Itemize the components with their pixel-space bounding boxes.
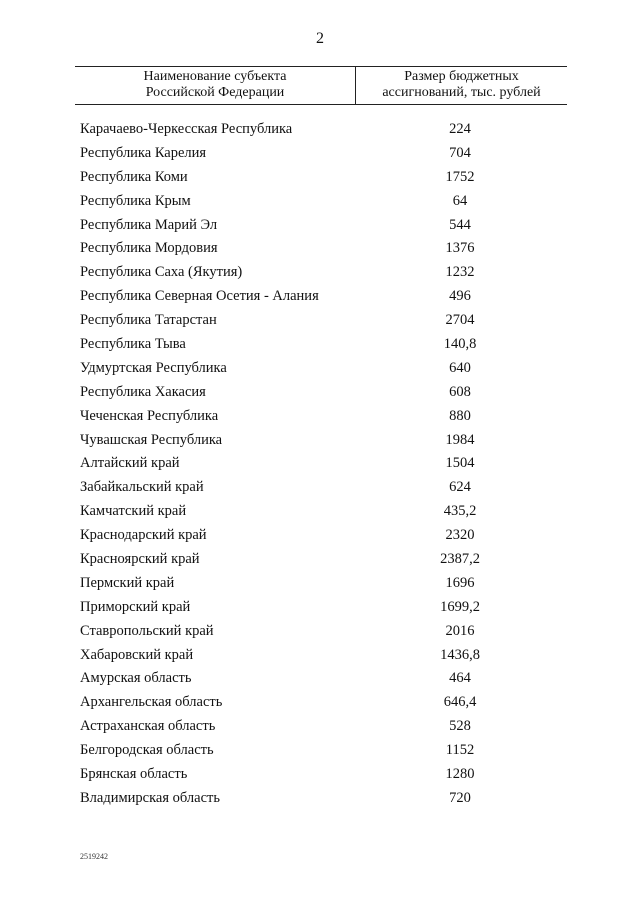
budget-value: 720 <box>449 789 471 806</box>
budget-value: 2320 <box>445 527 475 544</box>
table-row <box>0 119 640 143</box>
subject-name: Республика Тыва <box>80 336 186 353</box>
subject-name: Республика Саха (Якутия) <box>80 264 243 281</box>
header-subject-line2: Российской Федерации <box>145 85 285 100</box>
budget-value: 224 <box>449 121 471 137</box>
subject-name: Пермский край <box>80 574 175 591</box>
table-row <box>0 501 640 525</box>
budget-value: 1504 <box>445 455 475 472</box>
table-header-rule <box>75 104 567 105</box>
table-row <box>0 716 640 740</box>
budget-value: 1752 <box>445 168 475 185</box>
table-row <box>0 358 640 382</box>
subject-name: Республика Северная Осетия - Алания <box>80 288 319 305</box>
budget-value: 640 <box>449 359 471 376</box>
budget-value: 544 <box>449 216 471 233</box>
budget-value: 2704 <box>445 312 475 329</box>
subject-name: Республика Марий Эл <box>80 216 218 233</box>
subject-name: Республика Татарстан <box>80 312 217 329</box>
subject-name: Удмуртская Республика <box>80 359 227 376</box>
table-row <box>0 262 640 286</box>
table-row <box>0 764 640 788</box>
subject-name: Амурская область <box>80 670 192 687</box>
table-row <box>0 621 640 645</box>
table-row <box>0 740 640 764</box>
subject-name: Чувашская Республика <box>80 431 223 448</box>
subject-name: Брянская область <box>80 766 188 783</box>
table-row <box>0 238 640 262</box>
table-row <box>0 692 640 716</box>
subject-name: Краснодарский край <box>80 527 207 544</box>
budget-value: 1232 <box>445 264 475 281</box>
budget-value: 1696 <box>445 574 475 591</box>
budget-value: 2387,2 <box>440 551 480 568</box>
subject-name: Красноярский край <box>80 551 200 568</box>
budget-value: 1280 <box>445 766 475 783</box>
table-row <box>0 549 640 573</box>
subject-name: Архангельская область <box>80 694 223 711</box>
table-row <box>0 215 640 239</box>
table-row <box>0 406 640 430</box>
subject-name: Камчатский край <box>80 503 187 520</box>
budget-value: 496 <box>449 288 471 305</box>
table-row <box>0 286 640 310</box>
table-row <box>0 668 640 692</box>
budget-value: 140,8 <box>443 336 477 353</box>
table-row <box>0 788 640 812</box>
budget-value: 880 <box>449 407 471 424</box>
subject-name: Республика Хакасия <box>80 383 206 400</box>
budget-value: 1984 <box>445 431 475 448</box>
table-row <box>0 191 640 215</box>
table-row <box>0 310 640 334</box>
header-budget-amount <box>356 69 567 101</box>
budget-value: 64 <box>452 192 468 209</box>
table-row <box>0 573 640 597</box>
document-code: 2519242 <box>80 852 108 861</box>
subject-name: Белгородская область <box>80 742 214 759</box>
budget-value: 464 <box>449 670 471 687</box>
subject-name: Чеченская Республика <box>80 407 219 424</box>
header-subject-line1: Наименование субъекта <box>143 69 287 84</box>
page-number: 2 <box>316 30 324 47</box>
subject-name: Республика Карелия <box>80 144 207 161</box>
table-row <box>0 453 640 477</box>
subject-name: Республика Коми <box>80 168 188 185</box>
subject-name: Приморский край <box>80 598 191 615</box>
budget-value: 528 <box>449 718 471 735</box>
budget-value: 2016 <box>445 622 475 639</box>
subject-name: Алтайский край <box>80 455 180 472</box>
subject-name: Забайкальский край <box>80 479 204 496</box>
budget-value: 624 <box>449 479 471 496</box>
table-row <box>0 477 640 501</box>
header-subject-name <box>75 69 355 101</box>
table-row <box>0 143 640 167</box>
budget-value: 1152 <box>445 742 475 759</box>
subject-name: Республика Мордовия <box>80 240 218 257</box>
table-top-rule <box>75 66 567 67</box>
table-row <box>0 597 640 621</box>
budget-value: 1376 <box>445 240 475 257</box>
budget-value: 646,4 <box>443 694 477 711</box>
table-row <box>0 430 640 454</box>
subject-name: Хабаровский край <box>80 646 194 663</box>
header-budget-line1: Размер бюджетных <box>404 69 519 84</box>
header-budget-line2: ассигнований, тыс. рублей <box>382 85 541 100</box>
table-row <box>0 525 640 549</box>
budget-value: 704 <box>449 144 471 161</box>
subject-name: Карачаево-Черкесская Республика <box>80 121 293 137</box>
table-row <box>0 382 640 406</box>
table-row <box>0 334 640 358</box>
subject-name: Астраханская область <box>80 718 216 735</box>
budget-value: 1699,2 <box>440 598 480 615</box>
budget-value: 1436,8 <box>440 646 480 663</box>
table-row <box>0 167 640 191</box>
subject-name: Республика Крым <box>80 192 191 209</box>
budget-value: 608 <box>449 383 471 400</box>
budget-value: 435,2 <box>443 503 477 520</box>
subject-name: Ставропольский край <box>80 622 214 639</box>
table-row <box>0 645 640 669</box>
table-body <box>0 119 640 812</box>
subject-name: Владимирская область <box>80 789 220 806</box>
